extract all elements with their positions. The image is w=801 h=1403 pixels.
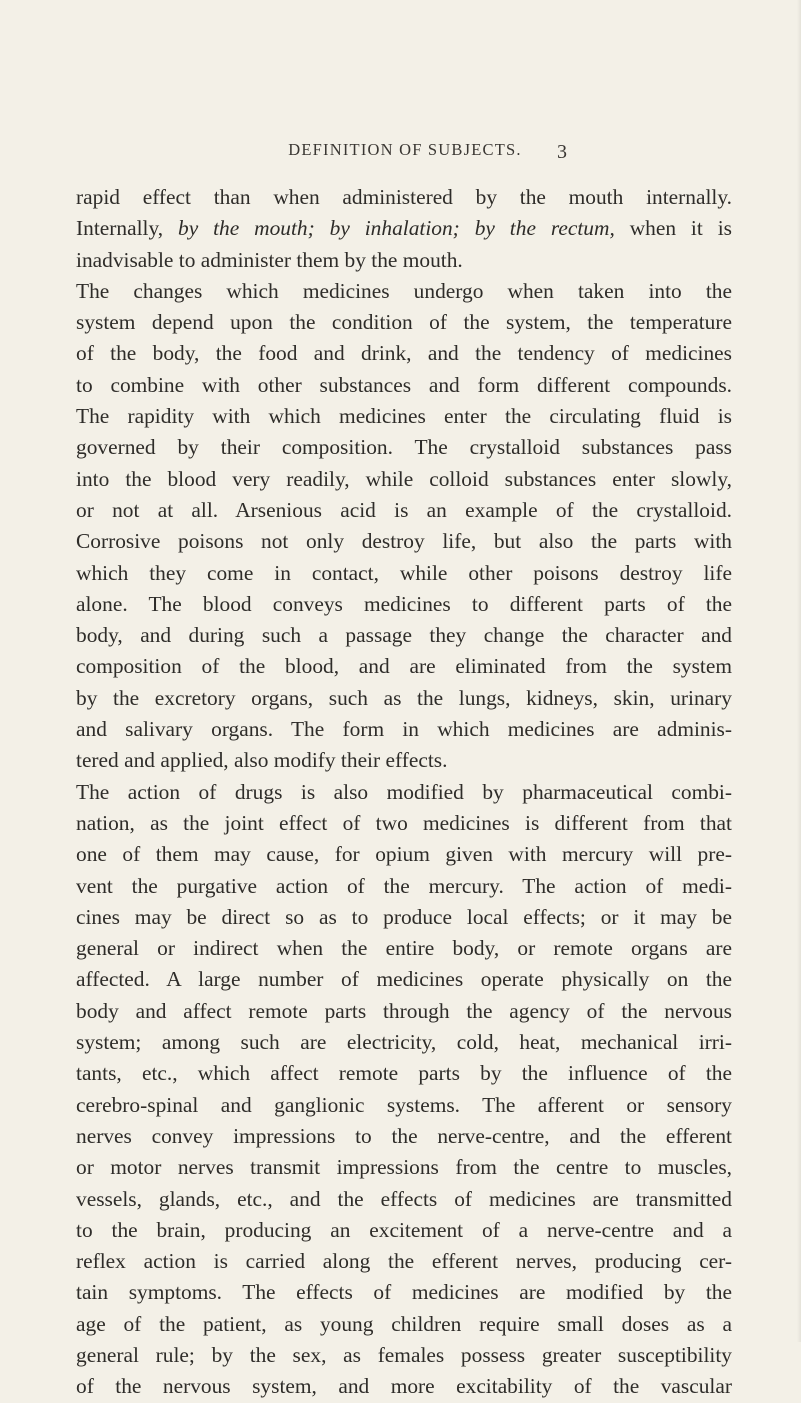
text-line: to the brain, producing an excitement of a nerve-centre and a bbox=[76, 1217, 732, 1242]
text-line: or motor nerves transmit impressions from the centre to muscles, bbox=[76, 1155, 732, 1180]
text-line: tants, etc., which affect remote parts by the influence of the bbox=[76, 1061, 732, 1086]
text-line: alone. The blood conveys medicines to different parts of the bbox=[76, 591, 732, 616]
text-line: general rule; by the sex, as females possess greater susceptibility bbox=[76, 1342, 732, 1367]
text-line: or not at all. Arsenious acid is an example of the crystalloid. bbox=[76, 497, 732, 522]
text-line: tered and applied, also modify their effects. bbox=[76, 748, 448, 773]
body-text bbox=[76, 182, 732, 1403]
text-line: tain symptoms. The effects of medicines are modified by the bbox=[76, 1280, 732, 1305]
text-line: The action of drugs is also modified by pharmaceutical combi- bbox=[76, 779, 732, 804]
text-line: vent the purgative action of the mercury. The action of medi- bbox=[76, 873, 732, 898]
text-line: of the body, the food and drink, and the tendency of medicines bbox=[76, 341, 732, 366]
text-line: and salivary organs. The form in which medicines are adminis- bbox=[76, 717, 732, 742]
text-line: inadvisable to administer them by the mouth. bbox=[76, 247, 463, 272]
text-line: age of the patient, as young children require small doses as a bbox=[76, 1311, 732, 1336]
text-line: body, and during such a passage they change the character and bbox=[76, 623, 732, 648]
text-line: one of them may cause, for opium given with mercury will pre- bbox=[76, 842, 732, 867]
text-line: cerebro-spinal and ganglionic systems. The afferent or sensory bbox=[76, 1092, 732, 1117]
text-line: affected. A large number of medicines operate physically on the bbox=[76, 967, 732, 992]
text-line: body and affect remote parts through the agency of the nervous bbox=[76, 998, 732, 1023]
italic-phrase: by the mouth; by inhalation; by the rectum, bbox=[178, 216, 615, 241]
text-line: governed by their composition. The crystalloid substances pass bbox=[76, 435, 732, 460]
text-line: vessels, glands, etc., and the effects of medicines are transmitted bbox=[76, 1186, 732, 1211]
text-line: nerves convey impressions to the nerve-centre, and the efferent bbox=[76, 1123, 732, 1148]
running-title: DEFINITION OF SUBJECTS. bbox=[288, 140, 522, 159]
text-line: of the nervous system, and more excitability of the vascular bbox=[76, 1374, 732, 1399]
text-line: The changes which medicines undergo when taken into the bbox=[76, 278, 732, 303]
text-line: general or indirect when the entire body, or remote organs are bbox=[76, 936, 732, 961]
text-line: system depend upon the condition of the system, the temperature bbox=[76, 310, 732, 335]
text-line: rapid effect than when administered by the mouth internally. bbox=[76, 185, 732, 209]
text-line: Corrosive poisons not only destroy life, but also the parts with bbox=[76, 529, 732, 554]
text-line: to combine with other substances and form different compounds. bbox=[76, 372, 732, 397]
page-edge-shadow bbox=[797, 0, 801, 1342]
text-line: system; among such are electricity, cold, heat, mechanical irri- bbox=[76, 1030, 732, 1055]
text-line: into the blood very readily, while colloid substances enter slowly, bbox=[76, 466, 732, 491]
text-line: The rapidity with which medicines enter the circulating fluid is bbox=[76, 404, 732, 429]
text-line: reflex action is carried along the efferent nerves, producing cer- bbox=[76, 1249, 732, 1274]
text-line: by the excretory organs, such as the lungs, kidneys, skin, urinary bbox=[76, 685, 732, 710]
text-line: Internally, by the mouth; by inhalation; by the rectum, when it is bbox=[76, 216, 732, 241]
text-line: which they come in contact, while other poisons destroy life bbox=[76, 560, 732, 585]
page-number: 3 bbox=[557, 141, 567, 163]
text-line: nation, as the joint effect of two medicines is different from that bbox=[76, 810, 732, 835]
text-line: composition of the blood, and are eliminated from the system bbox=[76, 654, 732, 679]
text-line: cines may be direct so as to produce local effects; or it may be bbox=[76, 904, 732, 929]
